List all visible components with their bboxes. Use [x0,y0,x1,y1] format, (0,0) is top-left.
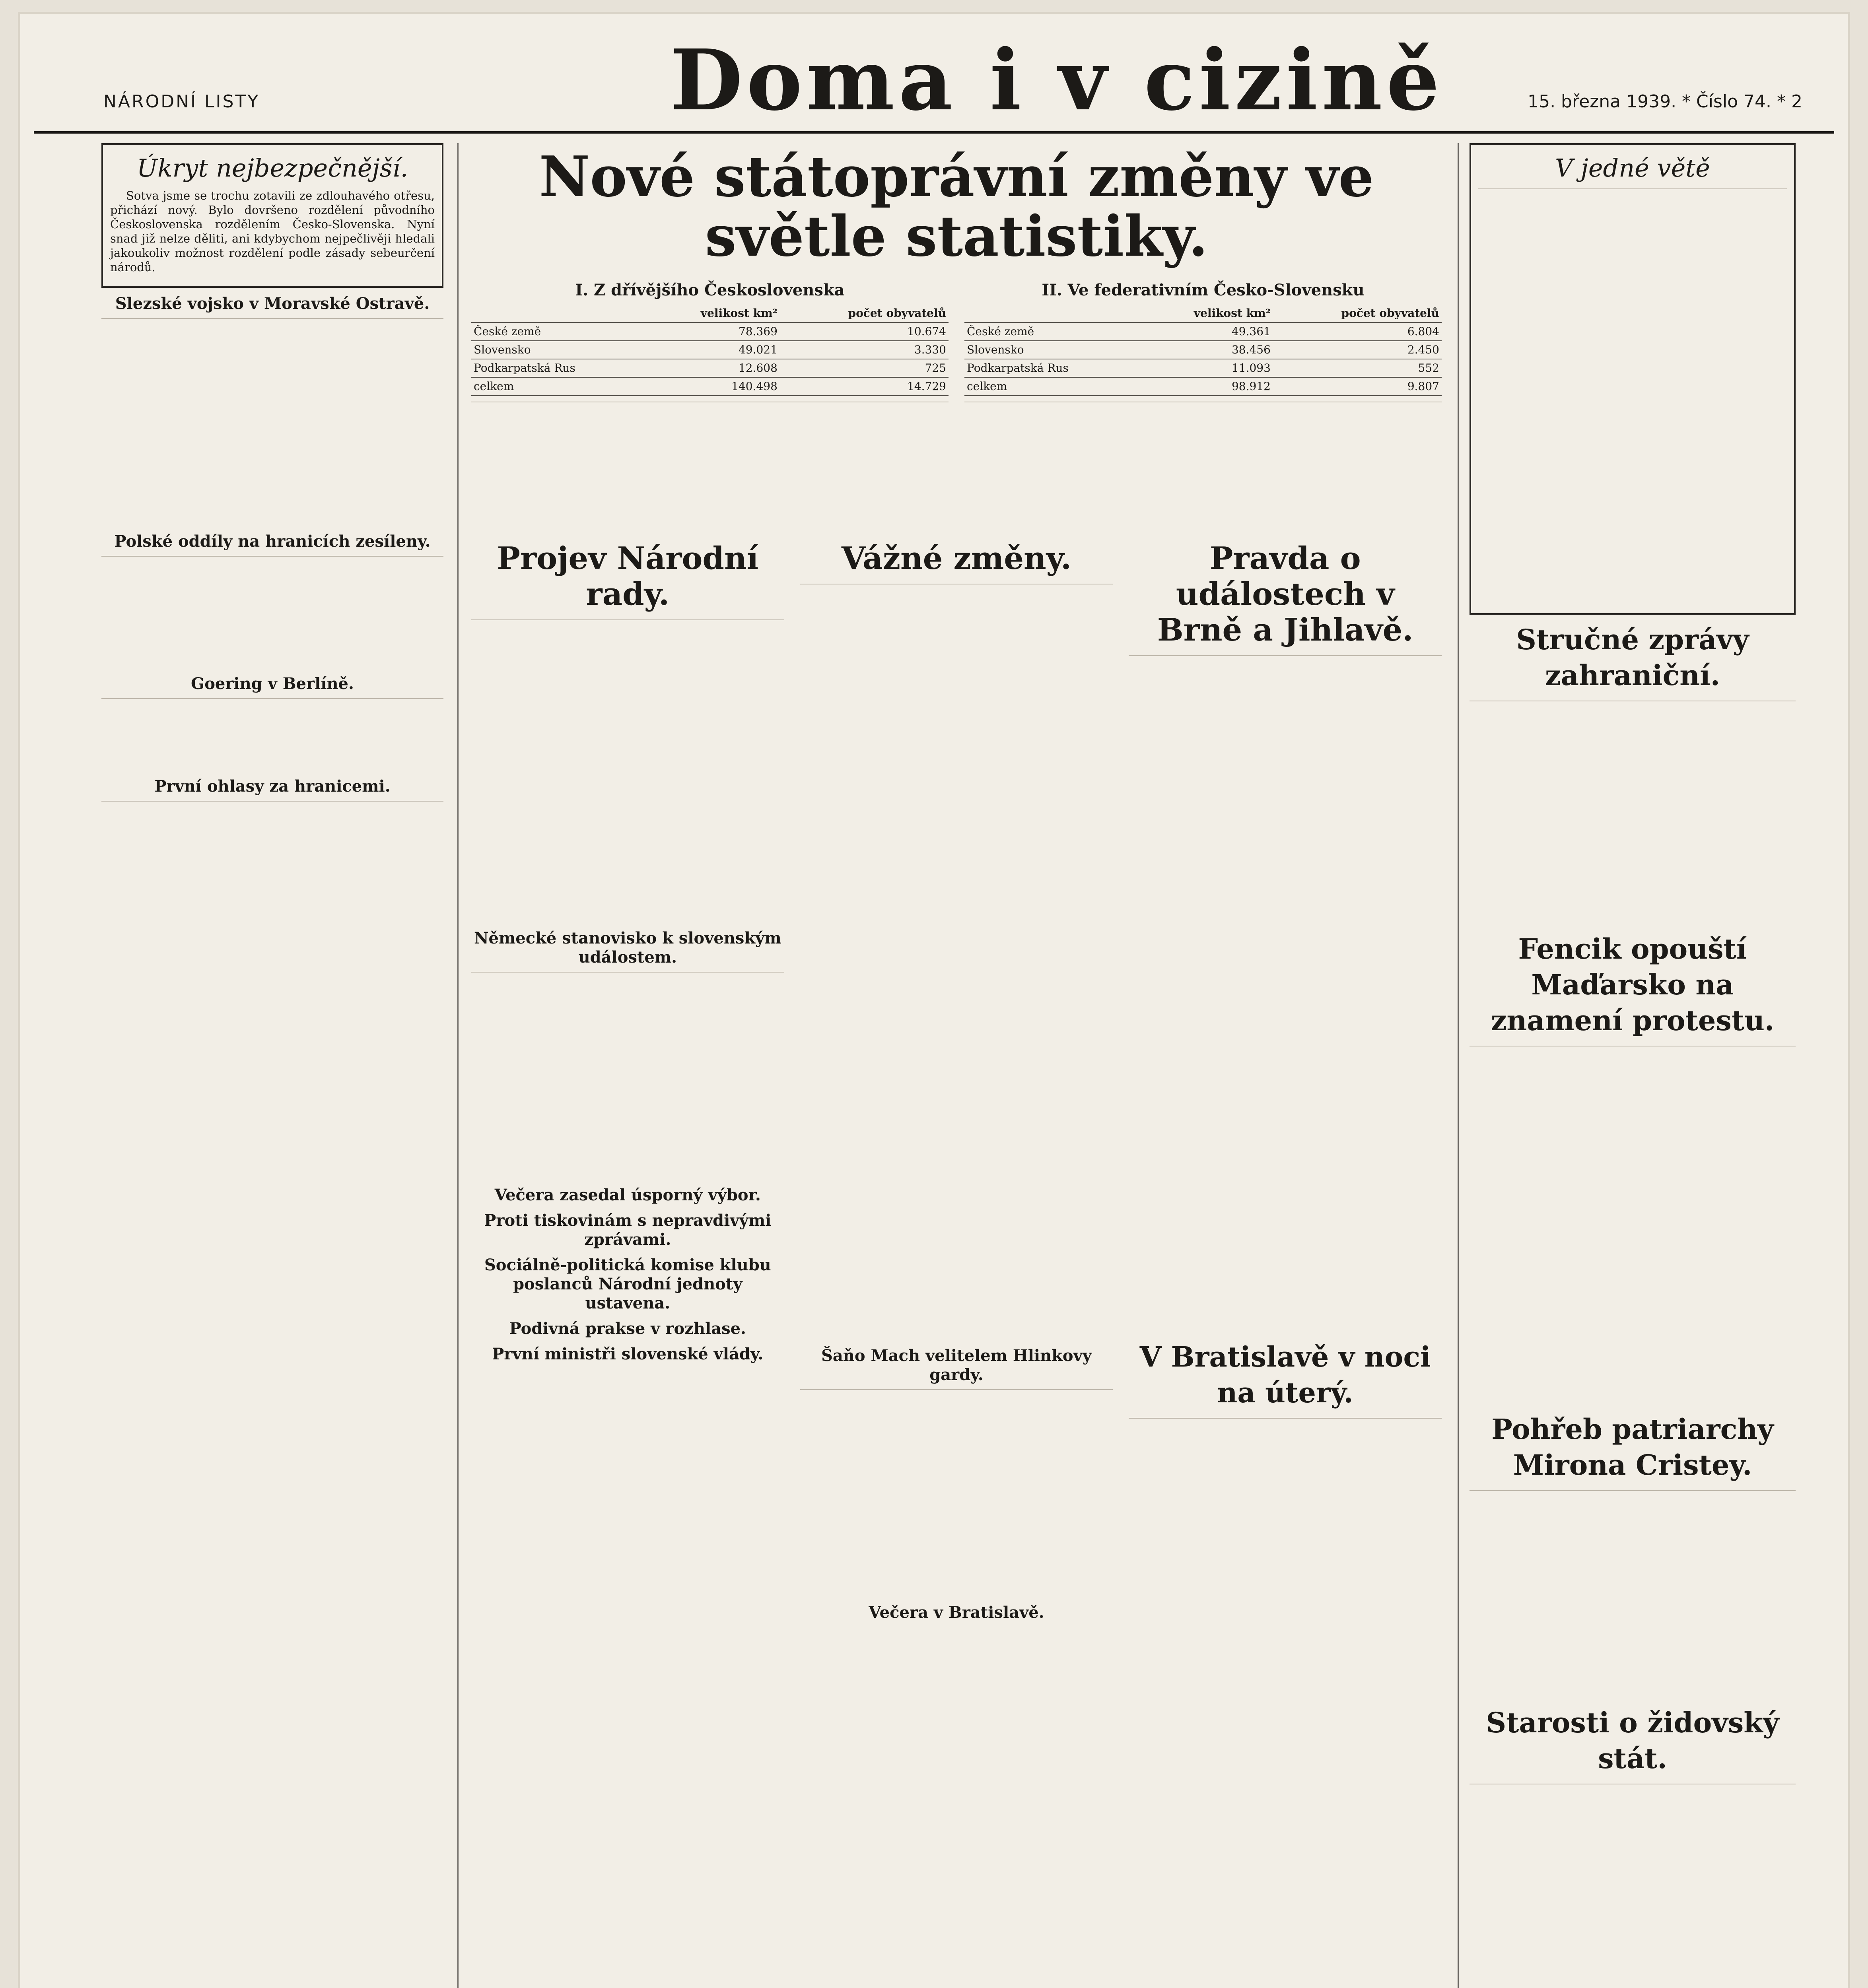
right-body-4 [1470,1784,1796,1988]
sub-sano: Šaňo Mach velitelem Hlinkovy gardy. [821,1346,1092,1384]
t2-row [964,341,1442,359]
sub-vecera: Večera zasedal úsporný výbor. [494,1186,761,1204]
sub-vlada: První ministři slovenské vlády. [492,1345,764,1363]
headline-bratislava: V Bratislavě v noci na úterý. [1139,1340,1431,1409]
projev-body [471,619,784,922]
sub-tisk: Proti tiskovinám s nepravdivými zprávami. [484,1211,772,1249]
t2-r2c2: 552 [1273,359,1442,377]
sub-prakse: Podivná prakse v rozhlase. [509,1319,746,1338]
stats-area [471,274,1442,522]
t2-r0c0: České země [964,322,1139,341]
sub-bratislava: Večera v Bratislavě. [869,1603,1044,1622]
t2-r2c1: 11.093 [1139,359,1273,377]
masthead-right: 15. března 1939. * Číslo 74. * 2 [1528,91,1802,112]
right-headline-4: Starosti o židovský stát. [1486,1706,1779,1775]
t2-row [964,322,1442,341]
table1 [471,305,949,396]
t1-r1c0: Slovensko [471,341,646,359]
right-heading: V jedné větě [1555,153,1710,182]
masthead-title: Doma i v cizině [670,31,1444,129]
t2-row [964,377,1442,396]
t2-r1c1: 38.456 [1139,341,1273,359]
left-sub-4: První ohlasy za hranicemi. [154,777,391,796]
center-col-a [471,534,784,1776]
t1-r0c1: 78.369 [646,322,780,341]
right-heading-box [1470,143,1796,615]
t1-row [471,377,949,396]
sub-nemecke: Německé stanovisko k slovenským událostem. [474,929,781,967]
t2-r0c1: 49.361 [1139,322,1273,341]
t2-row [964,359,1442,377]
left-sub-1: Slezské vojsko v Moravské Ostravě. [115,294,430,313]
right-heading-body [1478,188,1787,607]
newspaper-page [18,12,1850,1988]
t1-h0 [471,305,646,322]
center-lower [471,534,1442,1776]
left-heading-box [101,143,443,288]
table2 [964,305,1442,396]
masthead-rule [34,131,1834,134]
left-heading: Úkryt nejbezpečnější. [136,153,408,182]
t2-r2c0: Podkarpatská Rus [964,359,1139,377]
t1-r3c1: 140.498 [646,377,780,396]
stats-col-1 [471,274,949,522]
t2-r0c2: 6.804 [1273,322,1442,341]
sano-body [800,1389,1113,1597]
t2-r3c0: celkem [964,377,1139,396]
t1-r2c0: Podkarpatská Rus [471,359,646,377]
t2-r1c0: Slovensko [964,341,1139,359]
stats-col-2 [964,274,1442,522]
left-lead: Sotva jsme se trochu zotavili ze zdlouhavého otřesu, přichází nový. Bylo dovršeno rozdělení původního Československa rozdělením Česko-Slovenska. Nyní snad již nelze děliti, ani kdybychom nejpečlivěji hledali jakoukoliv možnost rozdělení podle zásady sebeurčení národů. [110,189,435,274]
t1-r2c1: 12.608 [646,359,780,377]
left-body-3 [101,698,443,771]
center-col-b [800,534,1113,1776]
t2-r3c1: 98.912 [1139,377,1273,396]
t2-r1c2: 2.450 [1273,341,1442,359]
sub-komise: Sociálně-politická komise klubu poslanců Národní jednoty ustavena. [484,1256,771,1312]
t1-r3c2: 14.729 [780,377,949,396]
right-headline-2: Fencik opouští Maďarsko na znamení protestu. [1491,932,1775,1037]
right-body-1 [1470,701,1796,924]
t1-r3c0: celkem [471,377,646,396]
center-main-headline: Nové státoprávní změny ve světle statistiky. [539,144,1374,269]
t2-r3c2: 9.807 [1273,377,1442,396]
right-body-2 [1470,1046,1796,1404]
t1-r2c2: 725 [780,359,949,377]
table1-title: I. Z dřívějšího Československa [575,281,845,299]
t1-row [471,341,949,359]
t1-r1c2: 3.330 [780,341,949,359]
headline-vazne: Vážné změny. [841,540,1072,577]
headline-projev: Projev Národní rady. [497,540,759,612]
t1-row [471,322,949,341]
right-headline-3: Pohřeb patriarchy Mirona Cristey. [1491,1413,1774,1481]
t2-h1: velikost km² [1139,305,1273,322]
center-col-c [1129,534,1442,1776]
left-body-1 [101,318,443,526]
center-block [471,143,1442,1988]
nemecke-body [471,972,784,1179]
masthead-left: NÁRODNÍ LISTY [103,91,260,112]
t1-h2: počet obyvatelů [780,305,949,322]
left-body-2 [101,556,443,668]
t2-h2: počet obyvatelů [1273,305,1442,322]
left-column [101,143,443,1988]
t2-h0 [964,305,1139,322]
bratislava-body [1129,1418,1442,1776]
right-column [1470,143,1796,1988]
t1-r0c0: České země [471,322,646,341]
right-headline-1: Stručné zprávy zahraniční. [1516,623,1749,692]
left-sub-3: Goering v Berlíně. [191,674,354,693]
left-sub-2: Polské oddíly na hranicích zesíleny. [114,532,431,551]
right-body-3 [1470,1490,1796,1698]
t1-h1: velikost km² [646,305,780,322]
t1-row [471,359,949,377]
table2-title: II. Ve federativním Česko-Slovensku [1042,281,1365,299]
pravda-body [1129,655,1442,1332]
t1-r1c1: 49.021 [646,341,780,359]
vazne-body [800,584,1113,1340]
stats-text-1 [471,402,949,522]
headline-pravda: Pravda o událostech v Brně a Jihlavě. [1157,540,1413,648]
column-separator-2 [1458,143,1459,1988]
column-separator-1 [457,143,459,1988]
masthead [18,12,1850,129]
t1-r0c2: 10.674 [780,322,949,341]
left-body-4 [101,801,443,1988]
stats-text-2 [964,402,1442,522]
